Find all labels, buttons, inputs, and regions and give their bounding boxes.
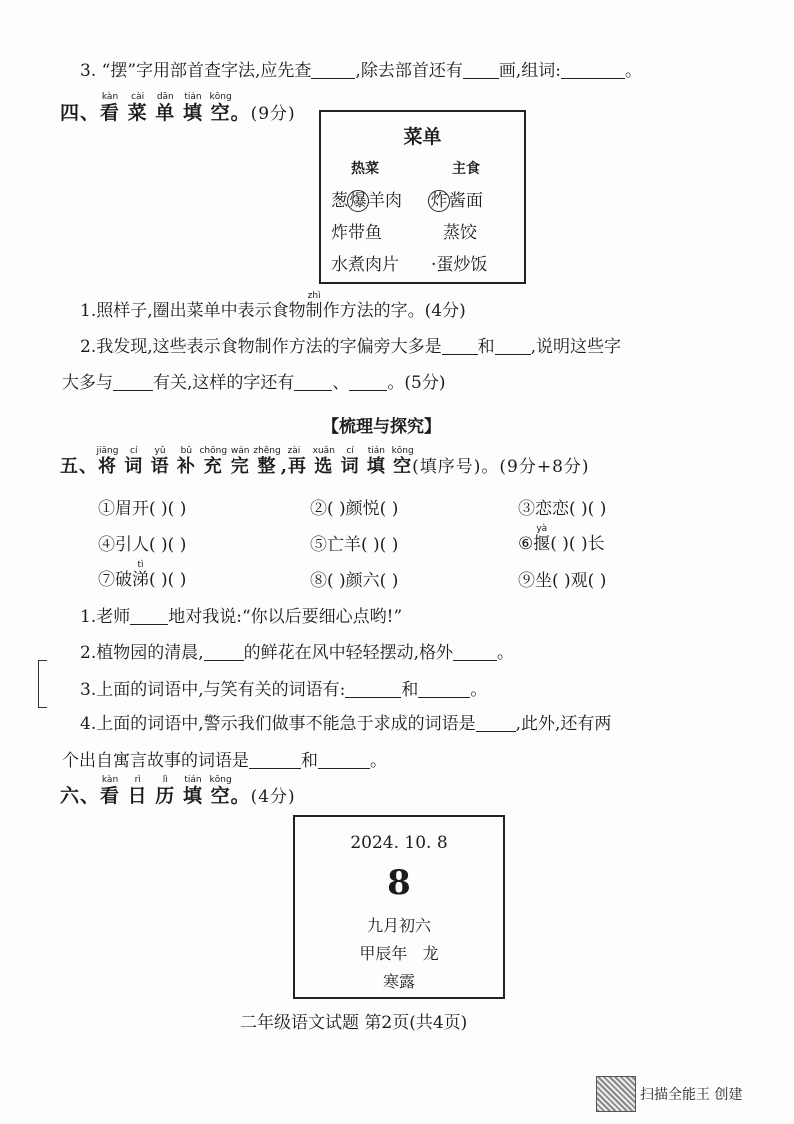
- review-title: 【梳理与探究】: [322, 417, 441, 437]
- menu-item: 炸酱面: [429, 186, 483, 212]
- blank[interactable]: [463, 61, 499, 79]
- pinyin-char: 词cí: [124, 446, 144, 477]
- pinyin-char: 揠yà: [533, 524, 551, 554]
- pinyin-char: 补bǔ: [176, 446, 196, 477]
- word-item[interactable]: ⑨坐( )观( ): [518, 571, 607, 591]
- sec5-question-4: 4.上面的词语中,警示我们做事不能急于求成的词语是 ,此外,还有两: [80, 714, 612, 734]
- pinyin-char: 充chōng: [199, 446, 228, 477]
- menu-item: ·蛋炒饭: [431, 255, 488, 275]
- pinyin-char: 空kōng: [391, 446, 414, 477]
- sec5-question-3: 3.上面的词语中,与笑有关的词语有: 和 。: [80, 680, 488, 700]
- blank[interactable]: [345, 680, 401, 698]
- calendar-date: 2024. 10. 8: [350, 833, 448, 853]
- pinyin-char: 空kōng: [209, 92, 232, 124]
- sec4-question-2: 2.我发现,这些表示食物制作方法的字偏旁大多是 和 ,说明这些字: [80, 337, 622, 357]
- blank[interactable]: [113, 373, 153, 391]
- menu-col2-head: 主食: [452, 161, 480, 177]
- pinyin-char: 制zhì: [305, 291, 323, 321]
- pinyin-char: 单dān: [155, 92, 176, 124]
- blank[interactable]: [294, 373, 332, 391]
- calendar-year: 甲辰年 龙: [359, 944, 439, 963]
- qr-logo-icon: [596, 1076, 636, 1112]
- menu-col1-head: 热菜: [351, 161, 379, 177]
- section-4-heading: 四、看kàn 菜cài 单dān 填tián 空kōng。(9分): [60, 92, 296, 124]
- calendar-lunar: 九月初六: [366, 916, 431, 935]
- circle-mark: 炸: [428, 190, 450, 212]
- blank[interactable]: [349, 373, 387, 391]
- menu-item: 蒸饺: [443, 223, 477, 243]
- pinyin-char: 选xuǎn: [312, 446, 335, 477]
- pinyin-char: 日rì: [127, 775, 148, 807]
- calendar-day: 8: [387, 863, 411, 903]
- blank[interactable]: [476, 714, 516, 732]
- calendar-card: [293, 815, 505, 999]
- pinyin-char: 整zhěng: [253, 446, 281, 477]
- pinyin-char: 将jiāng: [96, 446, 119, 477]
- blank[interactable]: [249, 751, 301, 769]
- word-item[interactable]: ④引人( )( ): [98, 535, 187, 555]
- pinyin-char: 空kōng: [209, 775, 232, 807]
- pinyin-char: 填tián: [182, 92, 203, 124]
- menu-item: 炸带鱼: [331, 223, 382, 243]
- blank[interactable]: [561, 61, 625, 79]
- blank[interactable]: [453, 643, 497, 661]
- word-item[interactable]: ⑥揠yà( )( )长: [518, 524, 605, 554]
- blank[interactable]: [318, 751, 370, 769]
- word-item[interactable]: ⑤亡羊( )( ): [310, 535, 399, 555]
- blank[interactable]: [418, 680, 470, 698]
- blank[interactable]: [204, 643, 244, 661]
- sec4-question-2-cont: 大多与 有关,这样的字还有 、 。(5分): [62, 373, 446, 393]
- blank[interactable]: [495, 337, 531, 355]
- pinyin-char: 语yǔ: [150, 446, 170, 477]
- word-item[interactable]: ①眉开( )( ): [98, 499, 187, 519]
- circle-mark: 爆: [347, 190, 369, 212]
- pinyin-char: 填tián: [182, 775, 203, 807]
- pinyin-char: 完wán: [230, 446, 250, 477]
- section-5-heading: 五、将jiāng 词cí 语yǔ 补bǔ 充chōng 完wán 整zhěng,再zài 选xuǎn 词cí 填tián 空kōng(填序号)。(9分+8分): [60, 446, 590, 477]
- menu-title: 菜单: [403, 126, 442, 148]
- sec4-question-1: 1.照样子,圈出菜单中表示食物制zhì作方法的字。(4分): [80, 291, 466, 321]
- pinyin-char: ,再zài: [280, 446, 307, 477]
- page-footer: 二年级语文试题 第2页(共4页): [240, 1013, 468, 1033]
- menu-item: 水煮肉片: [331, 255, 399, 275]
- pinyin-char: 菜cài: [127, 92, 148, 124]
- pinyin-char: 词cí: [340, 446, 360, 477]
- binding-mark: [38, 660, 47, 708]
- menu-card: [319, 110, 526, 284]
- menu-item: 葱爆羊肉: [331, 191, 402, 211]
- pinyin-char: 填tián: [366, 446, 386, 477]
- sec5-question-2: 2.植物园的清晨, 的鲜花在风中轻轻摆动,格外 。: [80, 643, 515, 663]
- watermark-text: 扫描全能王 创建: [640, 1087, 743, 1103]
- blank[interactable]: [130, 607, 168, 625]
- blank[interactable]: [442, 337, 478, 355]
- pinyin-char: 历lì: [155, 775, 176, 807]
- pinyin-char: 看kàn: [100, 775, 121, 807]
- pinyin-char: 涕tì: [132, 560, 149, 590]
- sec5-question-4-cont: 个出自寓言故事的词语是 和 。: [62, 751, 387, 771]
- sec5-question-1: 1.老师 地对我说:“你以后要细心点哟!”: [80, 607, 403, 627]
- word-item[interactable]: ⑦破涕tì( )( ): [98, 560, 187, 590]
- word-item[interactable]: ③恋恋( )( ): [518, 499, 607, 519]
- question-3: 3. “摆”字用部首查字法,应先查 ,除去部首还有 画,组词: 。: [80, 61, 642, 81]
- word-item[interactable]: ②( )颜悦( ): [310, 499, 399, 519]
- calendar-term: 寒露: [382, 972, 415, 991]
- blank[interactable]: [311, 61, 355, 79]
- word-item[interactable]: ⑧( )颜六( ): [310, 571, 399, 591]
- section-6-heading: 六、看kàn 日rì 历lì 填tián 空kōng。(4分): [60, 775, 296, 807]
- pinyin-char: 看kàn: [100, 92, 121, 124]
